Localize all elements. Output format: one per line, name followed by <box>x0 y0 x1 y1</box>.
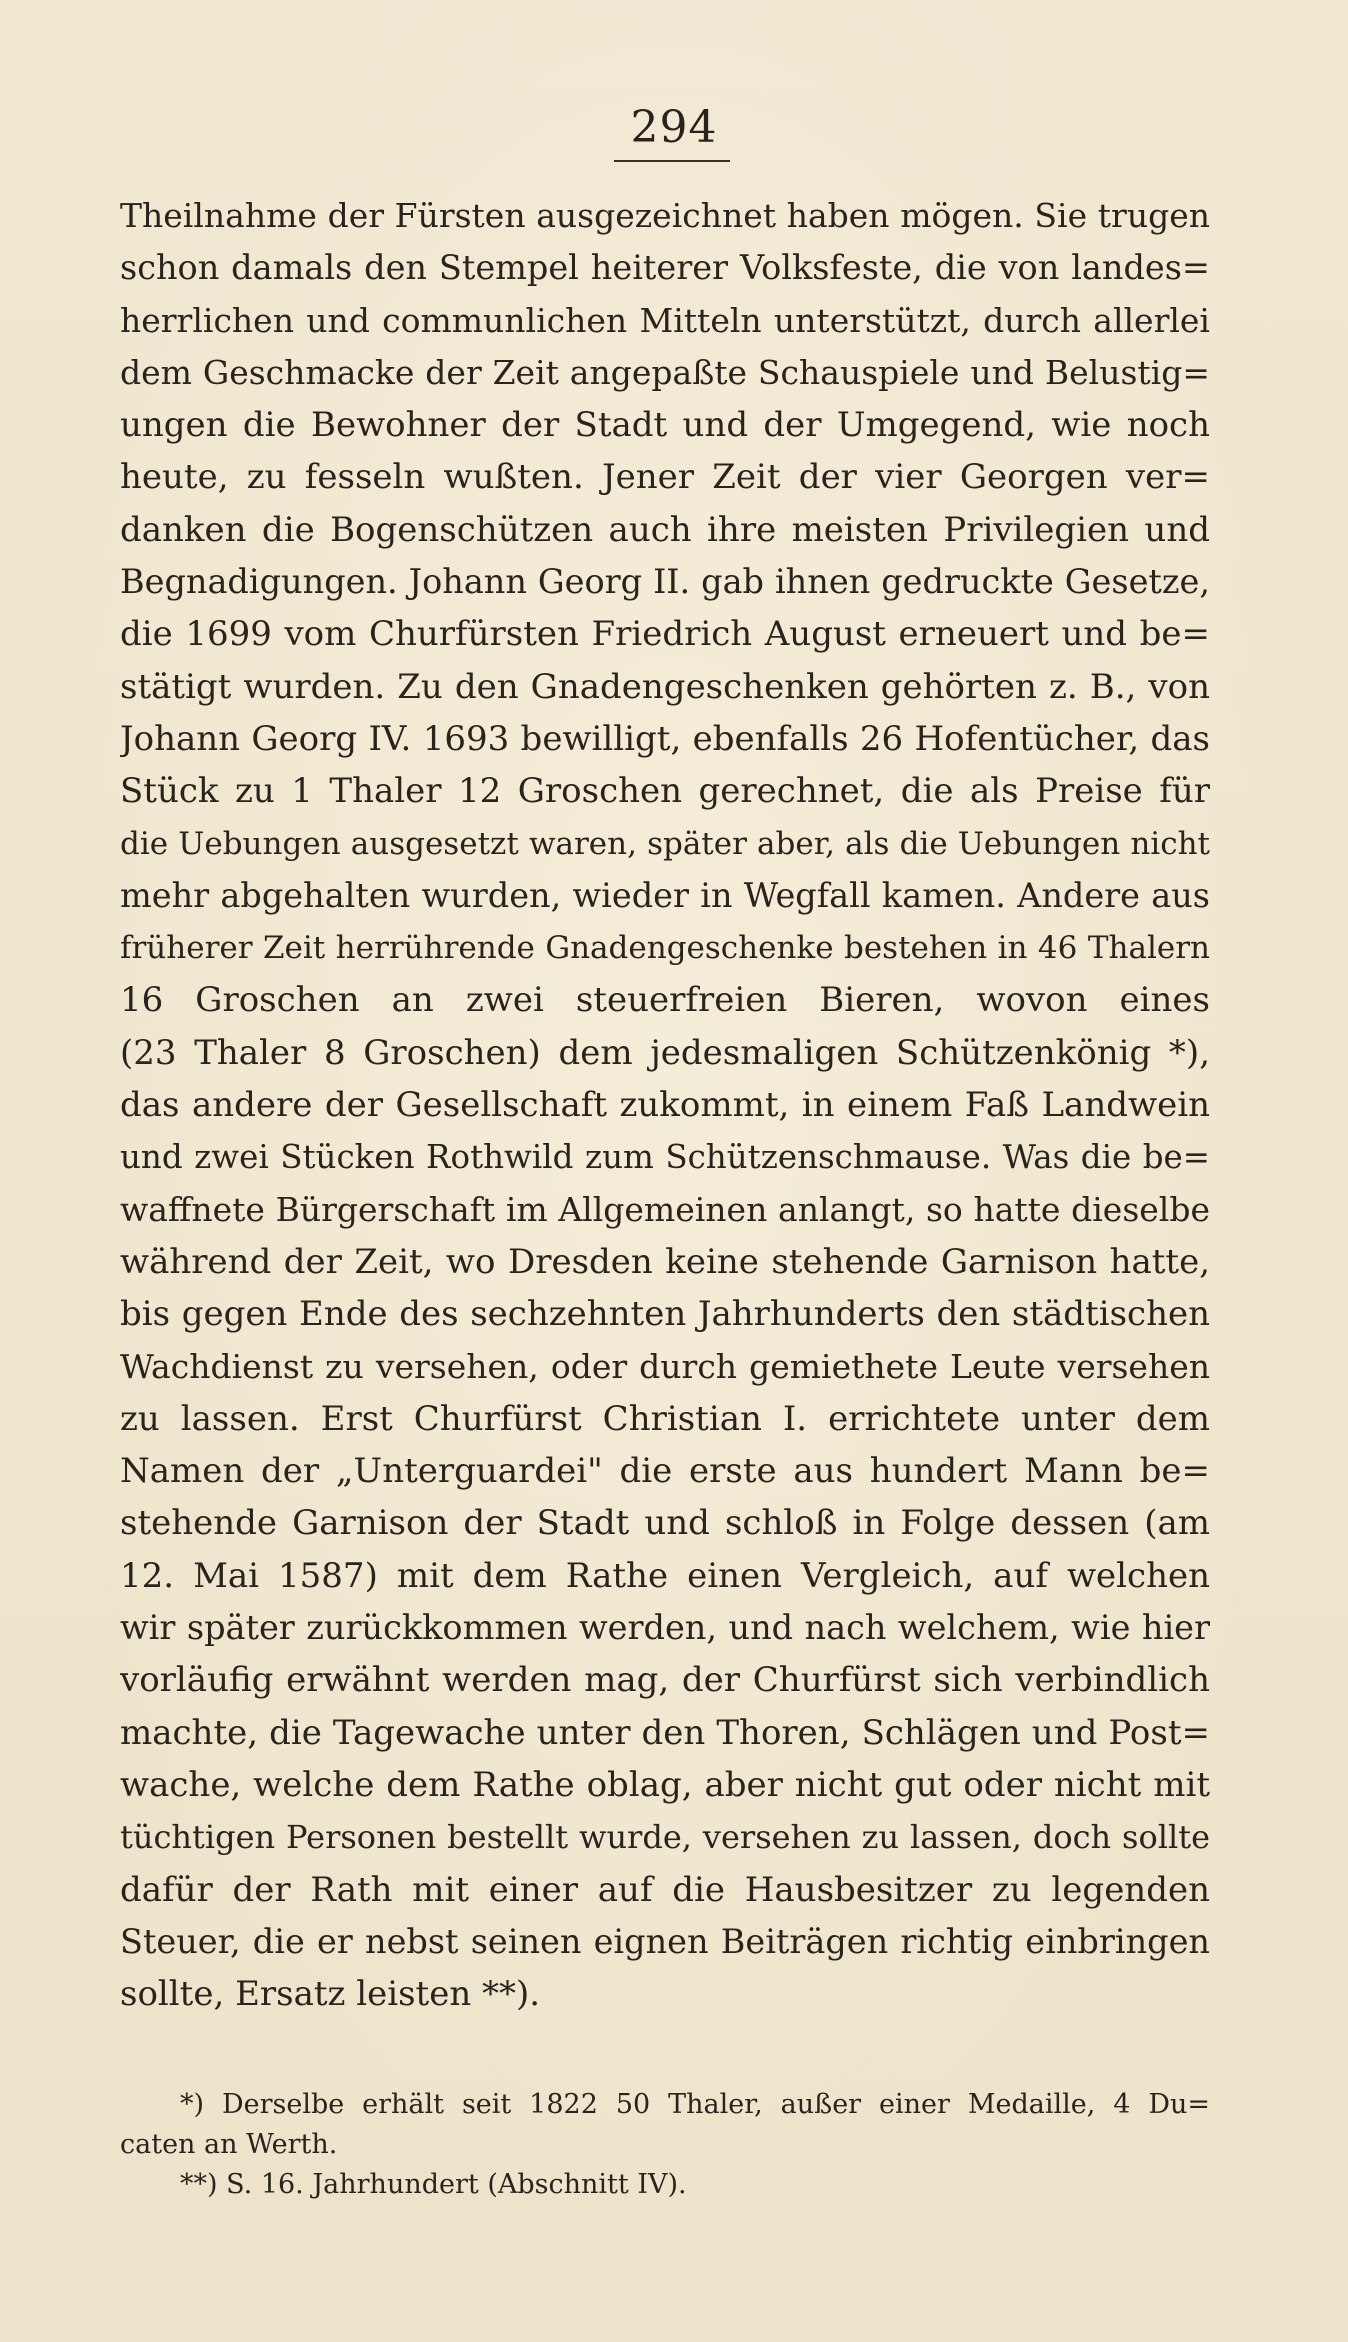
text-line: das andere der Gesellschaft zukommt, in einem Faß Landwein <box>120 1085 1210 1126</box>
header-rule <box>614 160 730 162</box>
text-line: ungen die Bewohner der Stadt und der Umgegend, wie noch <box>120 405 1210 446</box>
text-line: bis gegen Ende des sechzehnten Jahrhunderts den städtischen <box>120 1294 1210 1335</box>
text-line: stätigt wurden. Zu den Gnadengeschenken gehörten z. B., von <box>120 666 1210 707</box>
text-line: 16 Groschen an zwei steuerfreien Bieren, wovon eines <box>120 980 1210 1021</box>
text-line: während der Zeit, wo Dresden keine stehende Garnison hatte, <box>120 1241 1210 1282</box>
text-line: vorläufig erwähnt werden mag, der Churfürst sich verbindlich <box>120 1660 1210 1701</box>
text-line: die Uebungen ausgesetzt waren, später aber, als die Uebungen nicht <box>120 825 1210 862</box>
footnote-line: caten an Werth. <box>120 2129 338 2160</box>
footnotes <box>120 2085 1210 2205</box>
text-line: wir später zurückkommen werden, und nach welchem, wie hier <box>120 1608 1210 1648</box>
text-line: mehr abgehalten wurden, wieder in Wegfall kamen. Andere aus <box>120 875 1210 915</box>
text-line: waffnete Bürgerschaft im Allgemeinen anlangt, so hatte dieselbe <box>120 1189 1210 1229</box>
text-line: heute, zu fesseln wußten. Jener Zeit der vier Georgen ver= <box>120 457 1210 498</box>
text-line: Theilnahme der Fürsten ausgezeichnet haben mögen. Sie trugen <box>120 196 1210 235</box>
text-line: tüchtigen Personen bestellt wurde, versehen zu lassen, doch sollte <box>120 1818 1210 1857</box>
text-line: Johann Georg IV. 1693 bewilligt, ebenfalls 26 Hofentücher, das <box>120 718 1210 759</box>
text-line: dem Geschmacke der Zeit angepaßte Schauspiele und Belustig= <box>120 352 1210 392</box>
text-line: Stück zu 1 Thaler 12 Groschen gerechnet, die als Preise für <box>120 771 1210 812</box>
text-line: herrlichen und communlichen Mitteln unterstützt, durch allerlei <box>120 300 1210 340</box>
text-line: die 1699 vom Churfürsten Friedrich August erneuert und be= <box>120 614 1210 655</box>
text-line: 12. Mai 1587) mit dem Rathe einen Vergleich, auf welchen <box>120 1555 1210 1596</box>
text-line: zu lassen. Erst Churfürst Christian I. errichtete unter dem <box>120 1398 1210 1439</box>
text-line: früherer Zeit herrührende Gnadengeschenke bestehen in 46 Thalern <box>120 930 1210 967</box>
footnote-line: **) S. 16. Jahrhundert (Abschnitt IV). <box>180 2169 687 2200</box>
text-line: schon damals den Stempel heiterer Volksfeste, die von landes= <box>120 248 1210 288</box>
text-line: sollte, Ersatz leisten **). <box>120 1974 541 2015</box>
text-line: Wachdienst zu versehen, oder durch gemiethete Leute versehen <box>120 1346 1210 1386</box>
text-line: und zwei Stücken Rothwild zum Schützenschmause. Was die be= <box>120 1138 1210 1177</box>
body-text <box>120 190 1210 2020</box>
page-number: 294 <box>630 102 718 153</box>
text-line: Begnadigungen. Johann Georg II. gab ihnen gedruckte Gesetze, <box>120 562 1210 602</box>
text-line: Namen der „Unterguardei" die erste aus hundert Mann be= <box>120 1451 1210 1492</box>
footnote-line: *) Derselbe erhält seit 1822 50 Thaler, außer einer Medaille, 4 Du= <box>180 2089 1210 2120</box>
text-line: (23 Thaler 8 Groschen) dem jedesmaligen Schützenkönig *), <box>120 1032 1210 1073</box>
text-line: danken die Bogenschützen auch ihre meisten Privilegien und <box>120 509 1210 550</box>
text-line: stehende Garnison der Stadt und schloß in Folge dessen (am <box>120 1503 1210 1544</box>
text-line: machte, die Tagewache unter den Thoren, Schlägen und Post= <box>120 1712 1210 1753</box>
text-line: Steuer, die er nebst seinen eignen Beiträgen richtig einbringen <box>120 1921 1210 1961</box>
text-line: dafür der Rath mit einer auf die Hausbesitzer zu legenden <box>120 1869 1210 1910</box>
text-line: wache, welche dem Rathe oblag, aber nicht gut oder nicht mit <box>120 1764 1210 1805</box>
